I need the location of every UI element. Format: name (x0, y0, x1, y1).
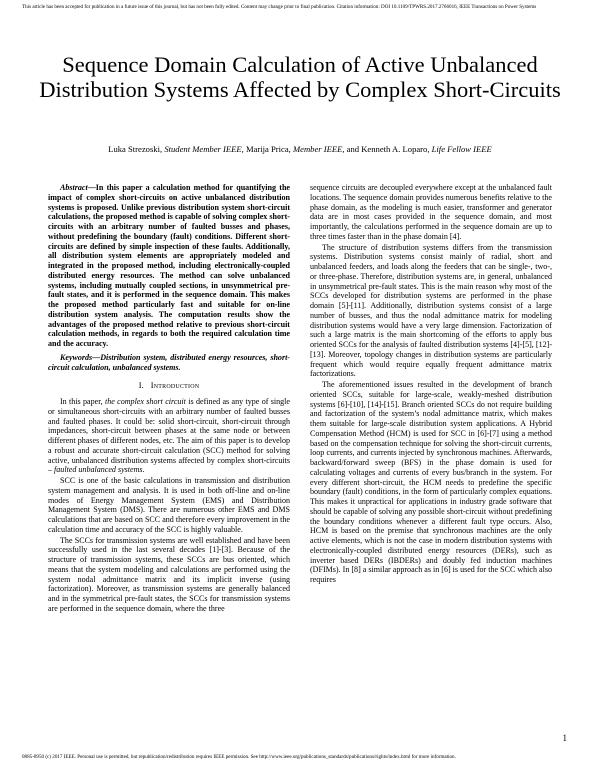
abstract (48, 183, 290, 349)
author-name: Marija Prica, (245, 144, 291, 154)
abstract-text: —In this paper a calculation method for quantifying the impact of complex short-circuits on active unbalanced distribution systems is proposed. Unlike previous distribution system short-circuit calculations, the proposed method is capable of solving complex short-circuits with an arbitrary number of faulted busses and phases, without predefining the boundary (fault) conditions. Different short-circuits are defined by simple inspection of these faults. Additionally, all distribution system elements are appropriately modeled and integrated in the proposed method, including electronically-coupled distributed energy resources. The method can solve unbalanced systems, including mutually coupled sections, in unsymmetrical pre-fault states, and it is performed in the sequence domain. This makes the proposed method particularly fast and suitable for on-line distribution system analysis. The computation results show the advantages of the proposed method relative to previous short-circuit calculation methods, in regards to both the required calculation time and the accuracy. (48, 183, 290, 348)
footer-notice: 0885-8950 (c) 2017 IEEE. Personal use is permitted, but republication/redistribution requires IEEE permission. See http://www.ieee.org/publications_standards/publications/rights/index.html for more information. (22, 754, 456, 760)
paragraph (48, 397, 290, 475)
text-run: In this paper, (60, 397, 105, 406)
paragraph: The structure of distribution systems differs from the transmission systems. Distribution systems consist mainly of radial, short and unbalanced feeders, and loads along the feeders that can be single-, two-, or three-phase. Therefore, distribution systems are, in general, unbalanced in unsymmetrical pre-fault states. This is the main reason why most of the SCCs developed for distribution systems are performed in the phase domain [5]-[11]. Additionally, distribution systems consist of a large number of busses, and thus the nodal admittance matrix for modeling distribution systems would have a very large dimension. Factorization of such a large matrix is the main shortcoming of the efforts to apply bus oriented SCCs for the analysis of faulted distribution systems [4]-[5], [12]-[13]. Moreover, topology changes in distribution systems are particularly frequent which would require equally frequent admittance matrix factorizations. (310, 242, 552, 379)
text-run: . (142, 465, 145, 475)
keywords-label: Keywords (60, 352, 93, 362)
author-affiliation: Student Member IEEE, (164, 144, 244, 154)
page-number: 1 (562, 733, 567, 743)
paragraph: SCC is one of the basic calculations in transmission and distribution system management and analysis. It is used in both off-line and on-line modes of Energy Management System (EMS) and Distribution Management System (DMS). There are numerous other EMS and DMS calculations that are based on SCC and therefore every improvement in the calculation time and accuracy of the SCC is highly valuable. (48, 476, 290, 534)
keywords-text: —Distribution system, distributed energy resources, short-circuit calculation, unbalanced systems. (48, 352, 290, 372)
abstract-label: Abstract (60, 183, 88, 192)
emphasis-term: the complex short circuit (104, 397, 186, 406)
text-run: is defined as any type of single or simultaneous short-circuits with an arbitrary number of faulted busses and faulted phases. It could be: solid short-circuit, short-circuit through impedances, short-circuit between phases at the same node or between different phases of different nodes, etc. The aim of this paper is to develop a robust and accurate short-circuit calculation (SCC) method for solving active, unbalanced distribution systems affected by complex short-circuits – (48, 397, 290, 475)
left-column (48, 183, 290, 614)
paragraph: The SCCs for transmission systems are well established and have been successfully used in the last several decades [1]-[3]. Because of the structure of transmission systems, these SCCs are bus oriented, which means that the system modeling and calculations are performed using the system nodal admittance matrix and its implicit inverse (using factorization). Moreover, as transmission systems are generally balanced and in the symmetrical pre-fault states, the SCCs for transmission systems are performed in the sequence domain, where the three (48, 535, 290, 613)
right-column (310, 183, 552, 585)
header-notice: This article has been accepted for publication in a future issue of this journal, but has not been fully edited. Content may change prior to final publication. Citation information: DOI 10.1109/TPWRS.2017.2766016, IEEE Transactions on Power Systems (22, 4, 537, 10)
author-affiliation: Member IEEE, (292, 144, 345, 154)
emphasis-term: faulted unbalanced systems (54, 465, 143, 475)
author-list (30, 144, 570, 154)
paragraph: The aforementioned issues resulted in the development of branch oriented SCCs, suitable for large-scale, weakly-meshed distribution systems [6]-[10], [14]-[15]. Branch oriented SCCs do not require building and factorization of the system’s nodal admittance matrix, which makes them suitable for large-scale distribution system applications. A Hybrid Compensation Method (HCM) is used for SCC in [6]-[7] using a method based on the compensation technique for solving the short-circuit currents, loop currents, and currents injected by synchronous machines. Afterwards, backward/forward sweep (BFS) in the phase domain is used for calculating voltages and currents of every bus/branch in the system. For every different short-circuit, the HCM needs to predefine the specific boundary (fault) conditions, in the form of particularly complex equations. This makes it unpractical for applications in industry grade software that should be capable of solving any possible short-circuit without predefining the boundary conditions whenever a different fault type occurs. Also, HCM is based on the premise that synchronous machines are the only active elements, which is not the case in modern distribution systems with electronically-coupled distributed energy resources (DERs), such as inverter based DERs (IBDERs) and doubly fed induction machines (DFIMs). In [8] a similar approach as in [6] is used for the SCC which also requires (310, 380, 552, 584)
author-name: Luka Strezoski, (108, 144, 163, 154)
paragraph: sequence circuits are decoupled everywhere except at the unbalanced fault locations. The sequence domain provides numerous benefits relative to the phase domain, as the modeling is much easier, transformer and generator data are in most cases provided in the sequence domain, and most importantly, the calculations performed in the sequence domain are up to three times faster than in the phase domain [4]. (310, 183, 552, 241)
author-name: and Kenneth A. Loparo, (346, 144, 430, 154)
section-heading (48, 381, 290, 391)
paper-title: Sequence Domain Calculation of Active Unbalanced Distribution Systems Affected by Complex Short-Circuits (39, 52, 561, 102)
section-number: I. (138, 381, 144, 391)
author-affiliation: Life Fellow IEEE (431, 144, 492, 154)
section-title: Introduction (150, 381, 200, 391)
keywords (48, 353, 290, 373)
